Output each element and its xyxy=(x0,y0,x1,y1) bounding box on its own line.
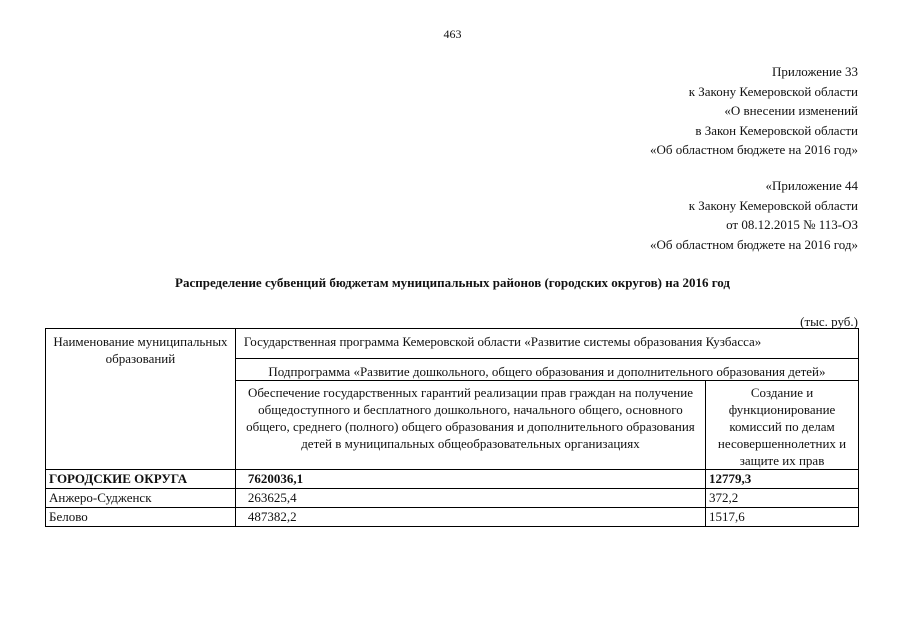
row-value-guarantees: 487382,2 xyxy=(235,508,705,527)
appendix-33-header xyxy=(650,62,858,160)
header-commissions: Создание и функционирование комиссий по делам несовершеннолетних и защите их прав xyxy=(706,381,859,470)
row-name: Белово xyxy=(46,508,236,527)
appendix-line: от 08.12.2015 № 113-ОЗ xyxy=(726,217,858,232)
header-subprogram: Подпрограмма «Развитие дошкольного, общего образования и дополнительного образования детей» xyxy=(235,359,858,381)
appendix-line: «Об областном бюджете на 2016 год» xyxy=(650,142,858,157)
document-title: Распределение субвенций бюджетам муниципальных районов (городских округов) на 2016 год xyxy=(175,275,730,290)
row-name: ГОРОДСКИЕ ОКРУГА xyxy=(46,470,236,489)
row-value-commissions: 12779,3 xyxy=(706,470,859,489)
appendix-line: к Закону Кемеровской области xyxy=(688,197,858,213)
subsidies-table xyxy=(45,328,859,527)
appendix-line: в Закон Кемеровской области xyxy=(695,122,858,138)
header-municipality: Наименование муниципальных образований xyxy=(46,329,236,470)
row-value-commissions: 1517,6 xyxy=(706,508,859,527)
appendix-line: «Об областном бюджете на 2016 год» xyxy=(650,236,858,252)
table-row xyxy=(46,508,859,527)
appendix-line: к Закону Кемеровской области xyxy=(688,83,858,99)
appendix-44-header xyxy=(650,176,858,254)
appendix-line: Приложение 33 xyxy=(771,64,858,79)
header-guarantees: Обеспечение государственных гарантий реализации прав граждан на получение общедоступного и бесплатного дошкольного, начального общего, основного общего, среднего (полного) общего образования и дополнительного образования детей в муниципальных общеобразовательных организациях xyxy=(235,381,705,470)
row-value-guarantees: 7620036,1 xyxy=(235,470,705,489)
appendix-line: «Приложение 44 xyxy=(765,178,858,193)
row-name: Анжеро-Судженск xyxy=(46,489,236,508)
row-value-commissions: 372,2 xyxy=(706,489,859,508)
table-header-row xyxy=(46,329,859,359)
header-program: Государственная программа Кемеровской области «Развитие системы образования Кузбасса» xyxy=(235,329,858,359)
row-value-guarantees: 263625,4 xyxy=(235,489,705,508)
table-row xyxy=(46,489,859,508)
unit-note: (тыс. руб.) xyxy=(800,314,858,329)
page-number: 463 xyxy=(443,27,462,41)
table-row xyxy=(46,470,859,489)
appendix-line: «О внесении изменений xyxy=(724,103,858,118)
